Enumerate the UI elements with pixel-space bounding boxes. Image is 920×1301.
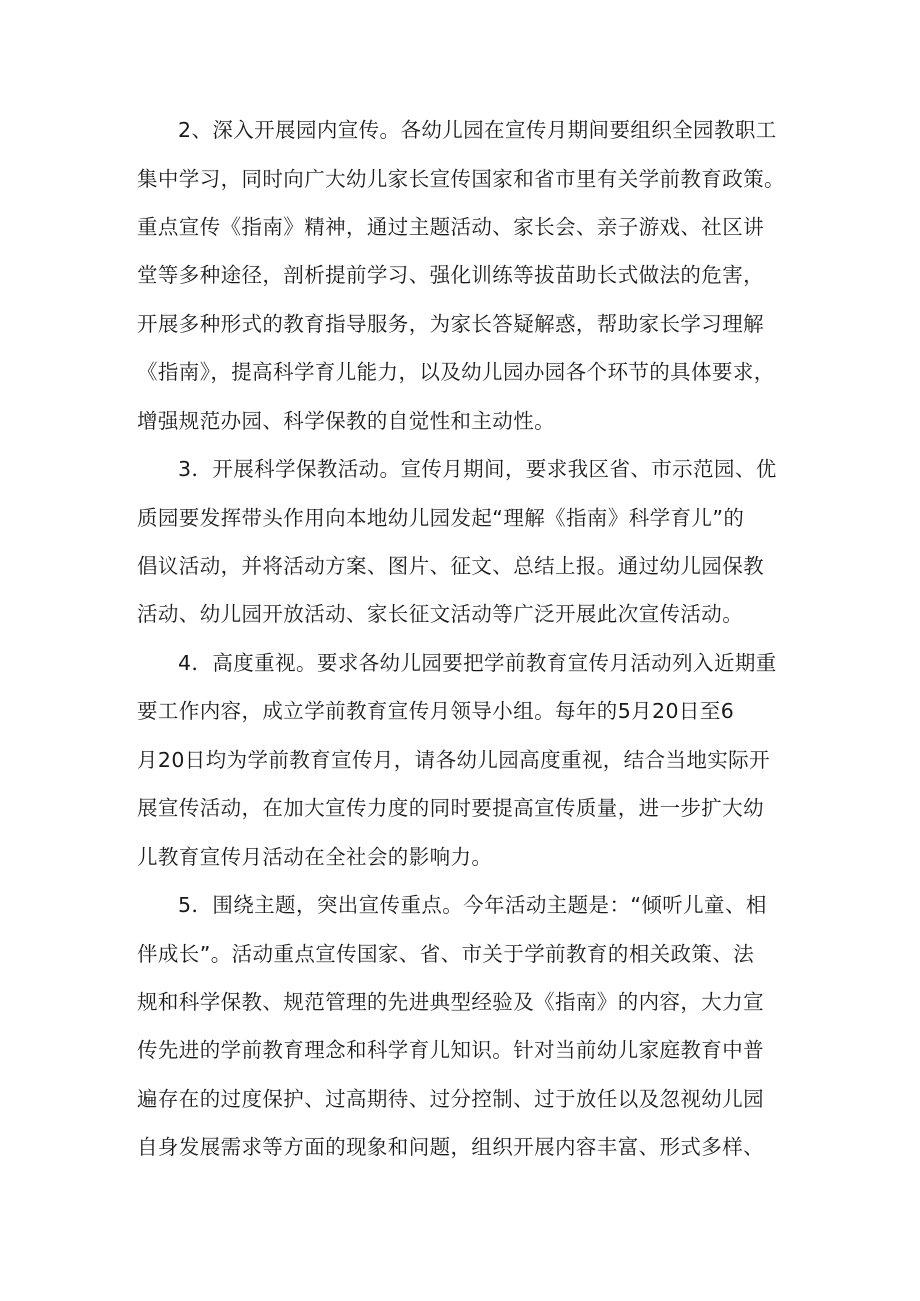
paragraph-5-line-6: 自身发展需求等方面的现象和问题，组织开展内容丰富、形式多样、 [137,1135,764,1159]
paragraph-5-line-5: 遍存在的过度保护、过高期待、过分控制、过于放任以及忽视幼儿园 [137,1087,764,1111]
paragraph-4-line-1: 4．高度重视。要求各幼儿园要把学前教育宣传月活动列入近期重 [178,651,777,675]
paragraph-5-line-2: 伴成长”。活动重点宣传国家、省、市关于学前教育的相关政策、法 [137,942,755,966]
paragraph-4-line-5: 儿教育宣传月活动在全社会的影响力。 [137,845,493,869]
paragraph-4-line-2: 要工作内容，成立学前教育宣传月领导小组。每年的5月20日至6 [137,699,735,723]
paragraph-5-line-3: 规和科学保教、规范管理的先进典型经验及《指南》的内容，大力宣 [137,990,764,1014]
paragraph-2-line-4: 堂等多种途径，剖析提前学习、强化训练等拔苗助长式做法的危害， [137,263,764,287]
paragraph-2-line-6: 《指南》，提高科学育儿能力，以及幼儿园办园各个环节的具体要求， [137,360,775,384]
paragraph-5-line-4: 传先进的学前教育理念和科学育儿知识。针对当前幼儿家庭教育中普 [137,1038,764,1062]
paragraph-4-line-4: 展宣传活动，在加大宣传力度的同时要提高宣传质量，进一步扩大幼 [137,796,764,820]
paragraph-2-line-3: 重点宣传《指南》精神，通过主题活动、家长会、亲子游戏、社区讲 [137,215,764,239]
paragraph-3-line-2: 质园要发挥带头作用向本地幼儿园发起“理解《指南》科学育儿”的 [137,506,745,530]
paragraph-3-line-4: 活动、幼儿园开放活动、家长征文活动等广泛开展此次宣传活动。 [137,602,744,626]
paragraph-2-line-1: 2、深入开展园内宣传。各幼儿园在宣传月期间要组织全园教职工 [178,118,777,142]
paragraph-3-line-3: 倡议活动，并将活动方案、图片、征文、总结上报。通过幼儿园保教 [137,554,764,578]
paragraph-3-line-1: 3．开展科学保教活动。宣传月期间，要求我区省、市示范园、优 [178,457,777,481]
paragraph-2-line-7: 增强规范办园、科学保教的自觉性和主动性。 [137,409,555,433]
paragraph-5-line-1: 5．围绕主题，突出宣传重点。今年活动主题是：“倾听儿童、相 [178,893,767,917]
paragraph-2-line-5: 开展多种形式的教育指导服务，为家长答疑解惑，帮助家长学习理解 [137,312,764,336]
paragraph-4-line-3: 月20日均为学前教育宣传月，请各幼儿园高度重视，结合当地实际开 [137,748,770,772]
paragraph-2-line-2: 集中学习，同时向广大幼儿家长宣传国家和省市里有关学前教育政策。 [137,167,785,191]
